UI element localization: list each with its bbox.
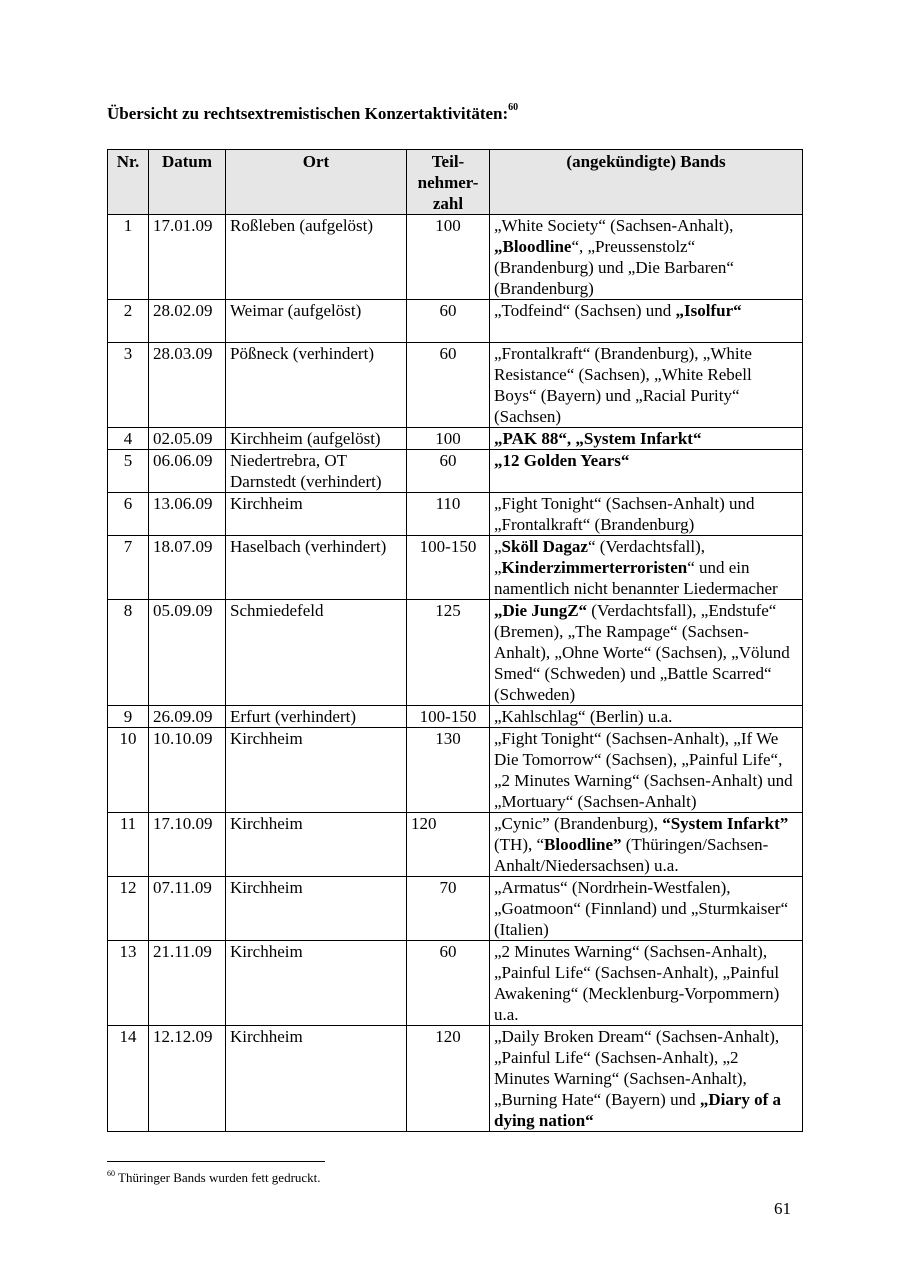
band-text: „White Society“ (Sachsen-Anhalt),: [494, 216, 734, 235]
col-header-datum: Datum: [149, 150, 226, 215]
band-name-bold: „PAK 88“, „System Infarkt“: [494, 429, 702, 448]
cell-bands: [490, 450, 803, 493]
cell-bands: [490, 706, 803, 728]
cell-bands: [490, 428, 803, 450]
cell-teilnehmer: 60: [407, 450, 490, 493]
cell-nr: 9: [108, 706, 149, 728]
band-text: “ (Verdachtsfall), „: [494, 537, 706, 577]
cell-nr: 8: [108, 600, 149, 706]
cell-datum: 10.10.09: [149, 728, 226, 813]
cell-datum: 13.06.09: [149, 493, 226, 536]
footnote-divider: [107, 1161, 325, 1162]
cell-nr: 1: [108, 215, 149, 300]
band-text: „Armatus“ (Nordrhein-Westfalen), „Goatmoon“ (Finnland) und „Sturmkaiser“ (Italien): [494, 878, 789, 939]
cell-ort: Schmiedefeld: [226, 600, 407, 706]
title-text: Übersicht zu rechtsextremistischen Konzertaktivitäten:: [107, 104, 509, 123]
cell-datum: 07.11.09: [149, 877, 226, 941]
cell-nr: 4: [108, 428, 149, 450]
cell-bands: [490, 300, 803, 343]
cell-teilnehmer: 100-150: [407, 706, 490, 728]
cell-nr: 13: [108, 941, 149, 1026]
cell-bands: [490, 941, 803, 1026]
band-text: “ und ein namentlich nicht benannter Liedermacher: [494, 558, 778, 598]
cell-ort: Erfurt (verhindert): [226, 706, 407, 728]
table-row: [108, 728, 803, 813]
cell-nr: 12: [108, 877, 149, 941]
table-row: [108, 450, 803, 493]
cell-ort: Haselbach (verhindert): [226, 536, 407, 600]
table-row: [108, 600, 803, 706]
table-row: [108, 536, 803, 600]
cell-ort: Kirchheim: [226, 728, 407, 813]
cell-bands: [490, 600, 803, 706]
cell-datum: 28.03.09: [149, 343, 226, 428]
cell-nr: 2: [108, 300, 149, 343]
cell-nr: 6: [108, 493, 149, 536]
cell-bands: [490, 493, 803, 536]
page-number: 61: [774, 1199, 791, 1218]
cell-ort: Roßleben (aufgelöst): [226, 215, 407, 300]
cell-nr: 7: [108, 536, 149, 600]
table-row: [108, 877, 803, 941]
col-header-ort: Ort: [226, 150, 407, 215]
footnote-reference: 60: [508, 102, 519, 113]
cell-teilnehmer: 100-150: [407, 536, 490, 600]
cell-ort: Kirchheim (aufgelöst): [226, 428, 407, 450]
concert-table: [107, 149, 803, 1132]
cell-nr: 11: [108, 813, 149, 877]
band-text: „Cynic” (Brandenburg),: [494, 814, 663, 833]
cell-ort: Niedertrebra, OT Darnstedt (verhindert): [226, 450, 407, 493]
cell-datum: 12.12.09: [149, 1026, 226, 1132]
band-text: „Todfeind“ (Sachsen) und: [494, 301, 676, 320]
cell-datum: 17.10.09: [149, 813, 226, 877]
cell-bands: [490, 215, 803, 300]
cell-nr: 3: [108, 343, 149, 428]
col-header-nr: Nr.: [108, 150, 149, 215]
cell-datum: 28.02.09: [149, 300, 226, 343]
cell-nr: 10: [108, 728, 149, 813]
table-row: [108, 493, 803, 536]
table-row: [108, 428, 803, 450]
col-header-teilnehmer: Teil- nehmer- zahl: [407, 150, 490, 215]
footnote-number: 60: [107, 1169, 115, 1178]
cell-teilnehmer: 60: [407, 300, 490, 343]
cell-bands: [490, 728, 803, 813]
band-text: „2 Minutes Warning“ (Sachsen-Anhalt), „Painful Life“ (Sachsen-Anhalt), „Painful Awakening“ (Mecklenburg-Vorpommern) u.a.: [494, 942, 780, 1024]
band-text: „Kahlschlag“ (Berlin) u.a.: [494, 707, 673, 726]
cell-ort: Weimar (aufgelöst): [226, 300, 407, 343]
band-name-bold: “System Infarkt”: [662, 814, 789, 833]
cell-datum: 17.01.09: [149, 215, 226, 300]
cell-teilnehmer: 60: [407, 941, 490, 1026]
band-text: (Verdachtsfall), „Endstufe“ (Bremen), „The Rampage“ (Sachsen-Anhalt), „Ohne Worte“ (Sachsen), „Völund Smed“ (Schweden) und „Battle Scarred“ (Schweden): [494, 601, 790, 704]
cell-teilnehmer: 100: [407, 428, 490, 450]
table-row: [108, 706, 803, 728]
band-text: (TH), “: [494, 835, 545, 854]
table-row: [108, 343, 803, 428]
table-row: [108, 941, 803, 1026]
table-body: [108, 215, 803, 1132]
table-row: [108, 1026, 803, 1132]
cell-teilnehmer: 120: [407, 1026, 490, 1132]
footnote: [107, 1170, 321, 1186]
band-text: „Fight Tonight“ (Sachsen-Anhalt), „If We Die Tomorrow“ (Sachsen), „Painful Life“, „2 Minutes Warning“ (Sachsen-Anhalt) und „Mortuary“ (Sachsen-Anhalt): [494, 729, 793, 811]
cell-teilnehmer: 110: [407, 493, 490, 536]
band-name-bold: „Bloodline: [494, 237, 572, 256]
cell-bands: [490, 343, 803, 428]
cell-datum: 21.11.09: [149, 941, 226, 1026]
cell-ort: Kirchheim: [226, 877, 407, 941]
cell-ort: Kirchheim: [226, 941, 407, 1026]
band-name-bold: Kinderzimmerterroristen: [501, 558, 688, 577]
table-row: [108, 813, 803, 877]
footnote-text: Thüringer Bands wurden fett gedruckt.: [115, 1170, 321, 1185]
band-name-bold: „Diary of a dying nation“: [494, 1090, 782, 1130]
band-text: (Thüringen/Sachsen-Anhalt/Niedersachsen) u.a.: [494, 835, 769, 875]
page-title: [107, 104, 518, 124]
cell-datum: 18.07.09: [149, 536, 226, 600]
cell-teilnehmer: 130: [407, 728, 490, 813]
cell-bands: [490, 877, 803, 941]
cell-bands: [490, 536, 803, 600]
band-text: „Fight Tonight“ (Sachsen-Anhalt) und „Frontalkraft“ (Brandenburg): [494, 494, 755, 534]
cell-bands: [490, 813, 803, 877]
col-header-bands: (angekündigte) Bands: [490, 150, 803, 215]
cell-teilnehmer: 70: [407, 877, 490, 941]
table-header-row: [108, 150, 803, 215]
cell-ort: Kirchheim: [226, 493, 407, 536]
cell-datum: 06.06.09: [149, 450, 226, 493]
cell-nr: 14: [108, 1026, 149, 1132]
cell-nr: 5: [108, 450, 149, 493]
cell-datum: 26.09.09: [149, 706, 226, 728]
cell-datum: 05.09.09: [149, 600, 226, 706]
table-row: [108, 215, 803, 300]
band-text: “, „Preussenstolz“ (Brandenburg) und „Die Barbaren“ (Brandenburg): [494, 237, 734, 298]
cell-bands: [490, 1026, 803, 1132]
band-name-bold: Bloodline”: [544, 835, 622, 854]
band-name-bold: „Die JungZ“: [494, 601, 588, 620]
cell-ort: Kirchheim: [226, 813, 407, 877]
band-text: „Daily Broken Dream“ (Sachsen-Anhalt), „Painful Life“ (Sachsen-Anhalt), „2 Minutes Warning“ (Sachsen-Anhalt), „Burning Hate“ (Bayern) und: [494, 1027, 780, 1109]
band-text: „Frontalkraft“ (Brandenburg), „White Resistance“ (Sachsen), „White Rebell Boys“ (Bayern) und „Racial Purity“ (Sachsen): [494, 344, 752, 426]
band-name-bold: „12 Golden Years“: [494, 451, 630, 470]
cell-teilnehmer: 120: [407, 813, 490, 877]
band-name-bold: Sköll Dagaz: [501, 537, 588, 556]
table-row: [108, 300, 803, 343]
cell-datum: 02.05.09: [149, 428, 226, 450]
cell-teilnehmer: 60: [407, 343, 490, 428]
band-name-bold: „Isolfur“: [675, 301, 742, 320]
cell-teilnehmer: 100: [407, 215, 490, 300]
cell-ort: Pößneck (verhindert): [226, 343, 407, 428]
band-text: „: [494, 537, 502, 556]
cell-teilnehmer: 125: [407, 600, 490, 706]
cell-ort: Kirchheim: [226, 1026, 407, 1132]
